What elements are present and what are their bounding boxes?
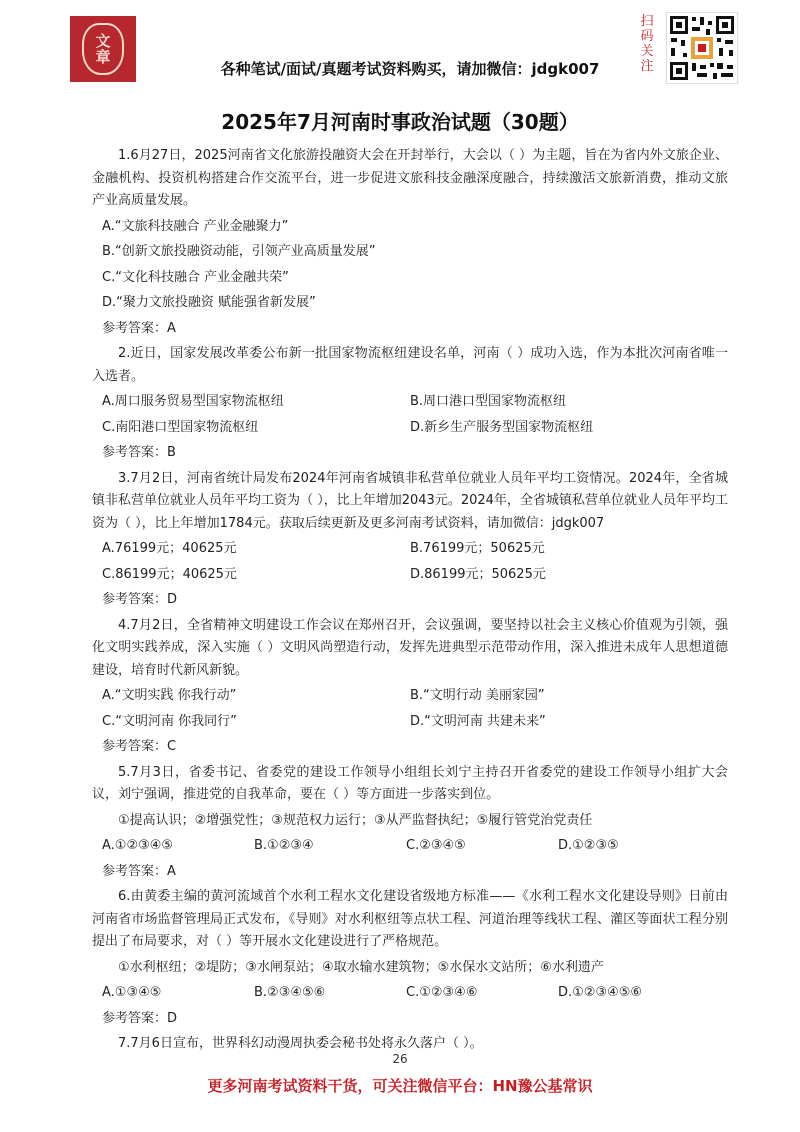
reference-answer: 参考答案：A	[102, 863, 176, 879]
question-option: C.南阳港口型国家物流枢纽	[102, 419, 259, 435]
reference-answer: 参考答案：D	[102, 1010, 178, 1026]
reference-answer: 参考答案：D	[102, 592, 178, 607]
question-stem: 3.7月2日，河南省统计局发布2024年河南省城镇非私营单位就业人员年平均工资情况。2024年，全省城镇非私营单位就业人员年平均工资为（ ），比上年增加2043元。2024年，全省城镇私营单位就业人员年平均工资为（ ），比上年增加1784元。获取后续更新及更多河南考试资料，请加微信：jdgk007	[92, 470, 728, 531]
scan-label: 扫码关注	[640, 14, 654, 74]
options-row	[92, 391, 728, 414]
question-option: D.①②③⑤	[558, 838, 619, 853]
question-option: D.新乡生产服务型国家物流枢纽	[410, 419, 594, 435]
question-option: A.“文明实践 你我行动”	[102, 688, 237, 703]
question-option: B.①②③④	[254, 838, 314, 853]
options-row	[92, 564, 728, 587]
options-row	[92, 711, 728, 734]
question-stem: 1.6月27日，2025河南省文化旅游投融资大会在开封举行，大会以（ ）为主题，旨在为省内外文旅企业、金融机构、投资机构搭建合作交流平台，进一步促进文旅科技金融深度融合，持续激活文旅新消费，推动文旅产业高质量发展。	[92, 148, 728, 208]
question-option: C.“文明河南 你我同行”	[102, 713, 237, 729]
brand-logo	[70, 16, 136, 82]
reference-answer: 参考答案：C	[102, 739, 177, 754]
options-row	[92, 982, 728, 1005]
question-items: ①水利枢纽；②堤防；③水闸泵站；④取水输水建筑物；⑤水保水文站所；⑥水利遗产	[118, 959, 604, 975]
qr-code-icon	[666, 12, 738, 84]
question-option: A.①②③④⑤	[102, 838, 174, 853]
question-option: B.76199元；50625元	[410, 541, 545, 556]
question-option: D.①②③④⑤⑥	[558, 985, 643, 1000]
reference-answer: 参考答案：B	[102, 445, 176, 460]
options-row	[92, 835, 728, 858]
question-stem: 2.近日，国家发展改革委公布新一批国家物流枢纽建设名单，河南（ ）成功入选，作为本批次河南省唯一入选者。	[92, 346, 728, 384]
footer-notice: 更多河南考试资料干货，可关注微信平台：HN豫公基常识	[207, 1077, 593, 1095]
question-option: A.“文旅科技融合 产业金融聚力”	[102, 218, 289, 234]
options-row	[92, 538, 728, 561]
page-title: 2025年7月河南时事政治试题（30题）	[221, 110, 579, 134]
question-option: A.76199元；40625元	[102, 541, 237, 556]
question-option: A.①③④⑤	[102, 985, 162, 1000]
question-stem: 4.7月2日，全省精神文明建设工作会议在郑州召开，会议强调，要坚持以社会主义核心价值观为引领，强化文明实践养成，深入实施（ ）文明风尚塑造行动，发挥先进典型示范带动作用，深入推进未成年人思想道德建设，培育时代新风新貌。	[92, 617, 728, 678]
question-list	[92, 145, 728, 1059]
question-option: D.86199元；50625元	[410, 566, 546, 582]
question-option: B.②③④⑤⑥	[254, 985, 326, 1000]
question-stem: 7.7月6日宣布，世界科幻动漫周执委会秘书处将永久落户（ ）。	[118, 1036, 483, 1051]
seal-logo-icon: 文章	[82, 23, 124, 75]
header-notice: 各种笔试/面试/真题考试资料购买，请加微信：jdgk007	[220, 60, 600, 78]
options-row	[92, 685, 728, 708]
question-option: D.“文明河南 共建未来”	[410, 713, 546, 729]
question-option: C.①②③④⑥	[406, 985, 478, 1000]
question-option: D.“聚力文旅投融资 赋能强省新发展”	[102, 295, 316, 310]
options-row	[92, 417, 728, 440]
page-number: 26	[392, 1052, 408, 1066]
question-option: A.周口服务贸易型国家物流枢纽	[102, 394, 284, 409]
question-option: C.86199元；40625元	[102, 566, 237, 582]
reference-answer: 参考答案：A	[102, 320, 176, 336]
question-items: ①提高认识；②增强党性；③规范权力运行；③从严监督执纪；⑤履行管党治党责任	[118, 812, 593, 828]
question-stem: 5.7月3日，省委书记、省委党的建设工作领导小组组长刘宁主持召开省委党的建设工作领导小组扩大会议，刘宁强调，推进党的自我革命，要在（ ）等方面进一步落实到位。	[92, 764, 728, 802]
question-option: C.“文化科技融合 产业金融共荣”	[102, 269, 289, 285]
question-option: C.②③④⑤	[406, 838, 466, 853]
question-option: B.周口港口型国家物流枢纽	[410, 394, 567, 409]
question-option: B.“文明行动 美丽家园”	[410, 688, 545, 703]
question-stem: 6.由黄委主编的黄河流域首个水利工程水文化建设省级地方标准——《水利工程水文化建设导则》日前由河南省市场监督管理局正式发布，《导则》对水利枢纽等点状工程、河道治理等线状工程、灌区等面状工程分别提出了布局要求，对（ ）等开展水文化建设进行了严格规范。	[92, 889, 728, 949]
question-option: B.“创新文旅投融资动能，引领产业高质量发展”	[102, 244, 376, 259]
